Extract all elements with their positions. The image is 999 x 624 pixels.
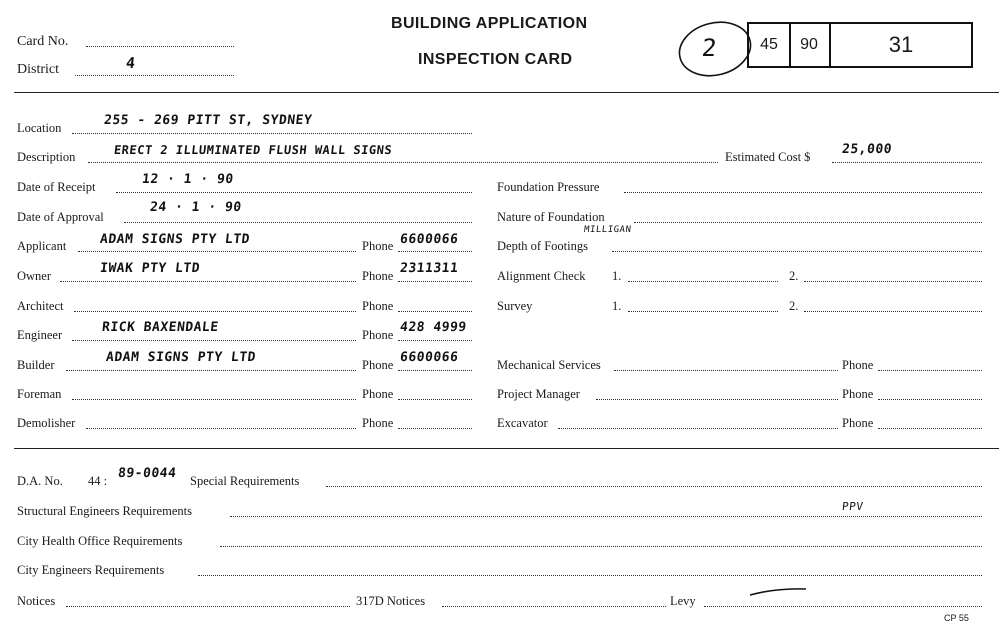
engineer-phone-field[interactable] — [398, 340, 472, 341]
foreman-phone-field[interactable] — [398, 399, 472, 400]
date-of-receipt-label: Date of Receipt — [17, 180, 96, 194]
ref-box-2: 90 — [789, 22, 831, 68]
applicant-phone-field[interactable] — [398, 251, 472, 252]
builder-field[interactable] — [66, 370, 356, 371]
engineer-value: RICK BAXENDALE — [101, 320, 220, 335]
estimated-cost-field[interactable] — [832, 162, 982, 163]
survey-2-label: 2. — [789, 299, 799, 313]
architect-phone-label: Phone — [362, 299, 394, 313]
levy-dash-mark — [748, 586, 808, 598]
builder-value: ADAM SIGNS PTY LTD — [105, 350, 257, 365]
owner-label: Owner — [17, 269, 52, 283]
header-divider — [14, 92, 999, 93]
levy-label: Levy — [670, 594, 696, 608]
project-manager-label: Project Manager — [497, 387, 580, 401]
excavator-phone-field[interactable] — [878, 428, 982, 429]
owner-value: IWAK PTY LTD — [99, 261, 201, 276]
estimated-cost-value: 25,000 — [841, 142, 893, 157]
nature-of-foundation-label: Nature of Foundation — [497, 210, 605, 224]
date-of-receipt-field[interactable] — [116, 192, 472, 193]
date-of-approval-value: 24 · 1 · 90 — [149, 200, 243, 215]
da-no-prefix: 44 : — [88, 474, 108, 488]
card-no-label: Card No. — [17, 34, 69, 49]
special-requirements-field[interactable] — [326, 486, 982, 487]
mechanical-services-field[interactable] — [614, 370, 838, 371]
builder-phone-field[interactable] — [398, 370, 472, 371]
location-label: Location — [17, 121, 62, 135]
foreman-label: Foreman — [17, 387, 62, 401]
da-no-value: 89-0044 — [117, 466, 178, 481]
applicant-phone-label: Phone — [362, 239, 394, 253]
survey-1-label: 1. — [612, 299, 622, 313]
owner-field[interactable] — [60, 281, 356, 282]
description-label: Description — [17, 150, 76, 164]
district-field[interactable] — [75, 75, 234, 76]
date-of-approval-field[interactable] — [124, 222, 472, 223]
alignment-check-2-field[interactable] — [804, 281, 982, 282]
notices-field[interactable] — [66, 606, 350, 607]
notices-label: Notices — [17, 594, 56, 608]
structural-engineers-field[interactable] — [230, 516, 982, 517]
depth-of-footings-field[interactable] — [612, 251, 982, 252]
applicant-field[interactable] — [78, 251, 356, 252]
section-divider — [14, 448, 999, 449]
footings-note: MILLIGAN — [583, 225, 632, 235]
district-value: 4 — [125, 54, 137, 72]
foundation-pressure-field[interactable] — [624, 192, 982, 193]
engineer-phone-label: Phone — [362, 328, 394, 342]
description-value: ERECT 2 ILLUMINATED FLUSH WALL SIGNS — [113, 143, 393, 157]
demolisher-field[interactable] — [86, 428, 356, 429]
architect-label: Architect — [17, 299, 64, 313]
mechanical-services-label: Mechanical Services — [497, 358, 601, 372]
form-title-line1: BUILDING APPLICATION — [391, 15, 588, 32]
location-field[interactable] — [72, 133, 472, 134]
demolisher-phone-field[interactable] — [398, 428, 472, 429]
location-value: 255 - 269 PITT ST, SYDNEY — [103, 113, 313, 128]
architect-field[interactable] — [74, 311, 356, 312]
owner-phone-field[interactable] — [398, 281, 472, 282]
engineer-field[interactable] — [72, 340, 356, 341]
city-engineers-label: City Engineers Requirements — [17, 563, 165, 577]
alignment-check-2-label: 2. — [789, 269, 799, 283]
city-engineers-field[interactable] — [198, 575, 982, 576]
alignment-check-label: Alignment Check — [497, 269, 586, 283]
alignment-check-1-field[interactable] — [628, 281, 778, 282]
city-health-label: City Health Office Requirements — [17, 534, 183, 548]
demolisher-label: Demolisher — [17, 416, 76, 430]
engineer-phone-value: 428 4999 — [399, 320, 468, 335]
depth-of-footings-label: Depth of Footings — [497, 239, 588, 253]
applicant-phone-value: 6600066 — [399, 232, 460, 247]
applicant-value: ADAM SIGNS PTY LTD — [99, 232, 251, 247]
mechanical-services-phone-label: Phone — [842, 358, 874, 372]
builder-phone-label: Phone — [362, 358, 394, 372]
form-code: CP 55 — [944, 613, 969, 623]
ref-box-3: 31 — [831, 22, 973, 68]
mechanical-services-phone-field[interactable] — [878, 370, 982, 371]
levy-field[interactable] — [704, 606, 982, 607]
da-no-label: D.A. No. — [17, 474, 63, 488]
project-manager-phone-label: Phone — [842, 387, 874, 401]
structural-engineers-label: Structural Engineers Requirements — [17, 504, 192, 518]
foundation-pressure-label: Foundation Pressure — [497, 180, 600, 194]
owner-phone-value: 2311311 — [399, 261, 460, 276]
ref-box-1: 45 — [747, 22, 791, 68]
project-manager-phone-field[interactable] — [878, 399, 982, 400]
demolisher-phone-label: Phone — [362, 416, 394, 430]
survey-1-field[interactable] — [628, 311, 778, 312]
builder-phone-value: 6600066 — [399, 350, 460, 365]
circled-number: 2 — [700, 34, 719, 62]
estimated-cost-label: Estimated Cost $ — [725, 150, 811, 164]
engineer-label: Engineer — [17, 328, 63, 342]
description-field[interactable] — [88, 162, 718, 163]
foreman-phone-label: Phone — [362, 387, 394, 401]
alignment-check-1-label: 1. — [612, 269, 622, 283]
date-of-receipt-value: 12 · 1 · 90 — [141, 172, 235, 187]
notices-317d-field[interactable] — [442, 606, 666, 607]
survey-2-field[interactable] — [804, 311, 982, 312]
form-title-line2: INSPECTION CARD — [418, 51, 573, 68]
survey-label: Survey — [497, 299, 533, 313]
excavator-label: Excavator — [497, 416, 548, 430]
applicant-label: Applicant — [17, 239, 67, 253]
builder-label: Builder — [17, 358, 55, 372]
city-health-field[interactable] — [220, 546, 982, 547]
architect-phone-field[interactable] — [398, 311, 472, 312]
foreman-field[interactable] — [72, 399, 356, 400]
owner-phone-label: Phone — [362, 269, 394, 283]
nature-of-foundation-field[interactable] — [634, 222, 982, 223]
structural-initials: PPV — [841, 500, 865, 513]
excavator-phone-label: Phone — [842, 416, 874, 430]
special-requirements-label: Special Requirements — [190, 474, 300, 488]
project-manager-field[interactable] — [596, 399, 838, 400]
date-of-approval-label: Date of Approval — [17, 210, 104, 224]
notices-317d-label: 317D Notices — [356, 594, 426, 608]
district-label: District — [17, 62, 59, 77]
excavator-field[interactable] — [558, 428, 838, 429]
card-no-field[interactable] — [86, 46, 234, 47]
